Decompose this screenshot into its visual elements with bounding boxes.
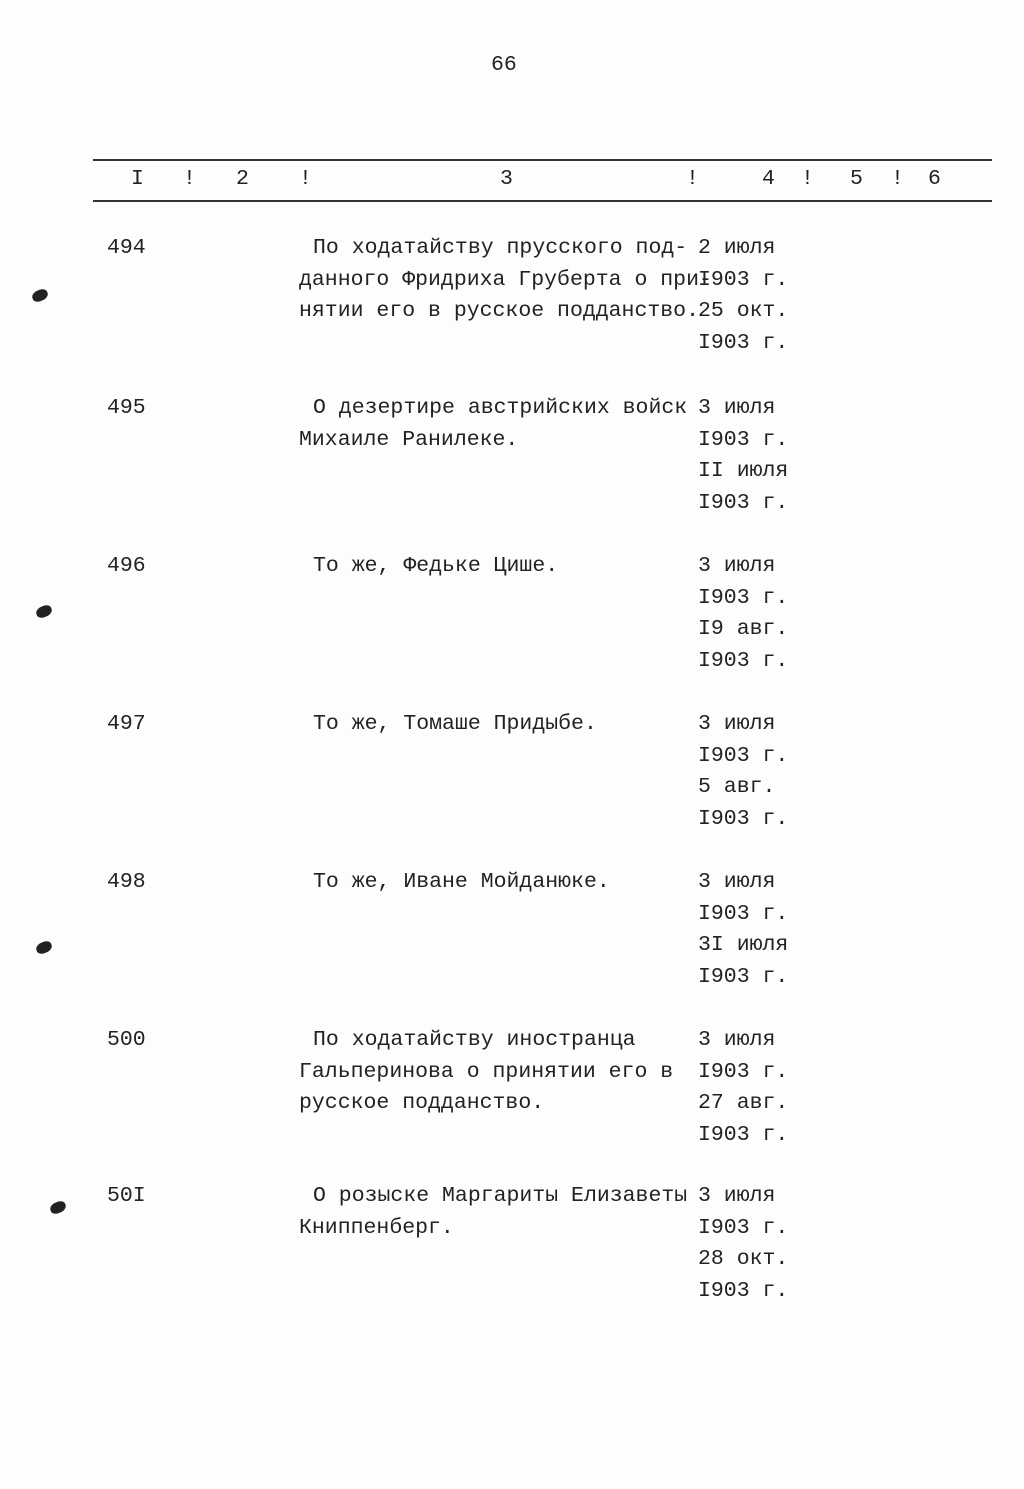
date-line: I903 г. xyxy=(698,806,789,831)
entry-description xyxy=(299,1181,687,1244)
column-separator: ! xyxy=(183,167,196,191)
entry-number: 495 xyxy=(107,396,146,420)
entry-number: 50I xyxy=(107,1184,146,1208)
date-line: 27 авг. xyxy=(698,1091,789,1115)
date-line: I903 г. xyxy=(698,1122,789,1147)
date-line: I903 г. xyxy=(698,964,789,989)
date-line: I903 г. xyxy=(698,1278,789,1303)
entry-description xyxy=(299,551,558,583)
date-line: I903 г. xyxy=(698,1059,789,1084)
date-line: 3 июля xyxy=(698,1028,776,1052)
description-line: То же, Иване Мойданюке. xyxy=(313,870,610,894)
date-line: I903 г. xyxy=(698,427,789,452)
date-line: I903 г. xyxy=(698,1215,789,1240)
entry-dates xyxy=(698,393,788,519)
date-line: I903 г. xyxy=(698,267,789,292)
entry-dates xyxy=(698,233,788,359)
description-line: русское подданство. xyxy=(299,1091,545,1115)
column-header-5: 5 xyxy=(850,167,863,191)
description-line: Михаиле Ранилеке. xyxy=(299,427,519,452)
entry-dates xyxy=(698,867,788,993)
column-header-1: I xyxy=(131,167,144,191)
entry-number: 494 xyxy=(107,236,146,260)
date-line: 3 июля xyxy=(698,870,776,894)
list-item xyxy=(0,1025,1024,1175)
date-line: 3 июля xyxy=(698,396,776,420)
page-number: 66 xyxy=(491,53,517,77)
date-line: 28 окт. xyxy=(698,1247,789,1271)
description-line: О розыске Маргариты Елизаветы xyxy=(313,1184,688,1208)
entry-dates xyxy=(698,551,788,677)
description-line: Книппенберг. xyxy=(299,1215,454,1240)
date-line: 3 июля xyxy=(698,554,776,578)
entry-description xyxy=(299,1025,673,1120)
date-line: I903 г. xyxy=(698,743,789,768)
entry-number: 498 xyxy=(107,870,146,894)
date-line: 3 июля xyxy=(698,1184,776,1208)
description-line: Гальперинова о принятии его в xyxy=(299,1059,674,1084)
description-line: нятии его в русское подданство. xyxy=(299,299,699,323)
date-line: I903 г. xyxy=(698,490,789,515)
list-item xyxy=(0,393,1024,543)
date-line: I903 г. xyxy=(698,585,789,610)
date-line: I9 авг. xyxy=(698,617,789,641)
description-line: данного Фридриха Груберта о при- xyxy=(299,267,712,292)
entry-description xyxy=(299,393,687,456)
date-line: 5 авг. xyxy=(698,775,776,799)
column-header-6: 6 xyxy=(928,167,941,191)
entry-dates xyxy=(698,1025,788,1151)
date-line: I903 г. xyxy=(698,330,789,355)
description-line: То же, Томаше Придыбе. xyxy=(313,712,597,736)
date-line: I903 г. xyxy=(698,648,789,673)
date-line: 25 окт. xyxy=(698,299,789,323)
entry-description xyxy=(299,709,597,741)
list-item xyxy=(0,551,1024,701)
list-item xyxy=(0,1181,1024,1331)
date-line: 3 июля xyxy=(698,712,776,736)
description-line: О дезертире австрийских войск xyxy=(313,396,688,420)
column-separator: ! xyxy=(801,167,814,191)
date-line: II июля xyxy=(698,459,789,483)
date-line: 2 июля xyxy=(698,236,776,260)
column-header-4: 4 xyxy=(762,167,775,191)
column-separator: ! xyxy=(686,167,699,191)
column-separator: ! xyxy=(299,167,312,191)
header-bottom-rule xyxy=(93,200,992,202)
entry-dates xyxy=(698,1181,788,1307)
column-header-3: 3 xyxy=(500,167,513,191)
description-line: По ходатайству прусского под- xyxy=(313,236,688,260)
entry-number: 497 xyxy=(107,712,146,736)
entry-dates xyxy=(698,709,788,835)
description-line: То же, Федьке Цише. xyxy=(313,554,559,578)
entry-number: 496 xyxy=(107,554,146,578)
list-item xyxy=(0,867,1024,1017)
entry-description xyxy=(299,867,610,899)
list-item xyxy=(0,233,1024,383)
header-top-rule xyxy=(93,159,992,161)
date-line: 3I июля xyxy=(698,933,789,957)
column-header-2: 2 xyxy=(236,167,249,191)
column-separator: ! xyxy=(891,167,904,191)
entry-number: 500 xyxy=(107,1028,146,1052)
date-line: I903 г. xyxy=(698,901,789,926)
description-line: По ходатайству иностранца xyxy=(313,1028,636,1052)
list-item xyxy=(0,709,1024,859)
entry-description xyxy=(299,233,712,328)
